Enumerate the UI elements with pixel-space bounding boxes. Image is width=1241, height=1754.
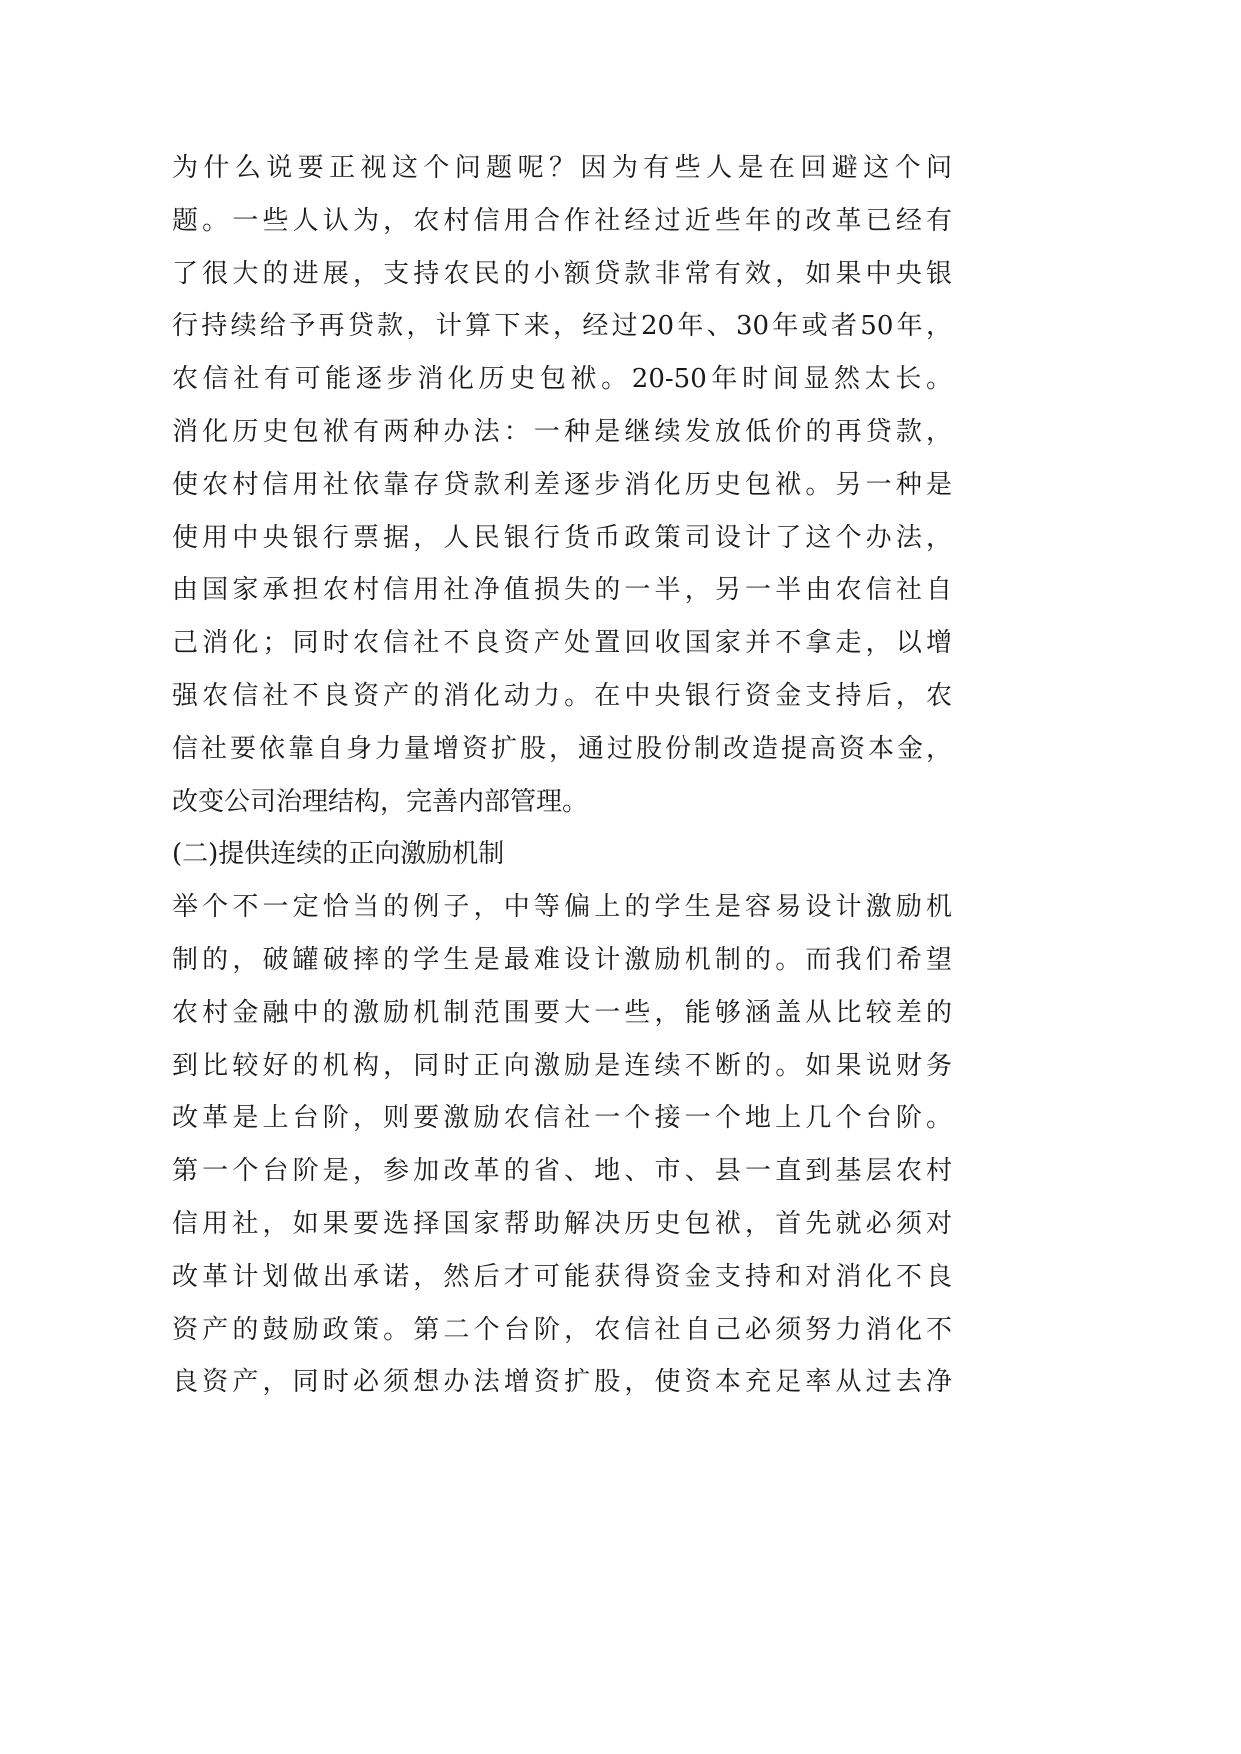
- text-line: 行持续给予再贷款，计算下来，经过20年、30年或者50年，: [172, 311, 952, 342]
- text-line: 改革计划做出承诺，然后才可能获得资金支持和对消化不良: [172, 1261, 952, 1292]
- paragraph-end-line: 改变公司治理结构，完善内部管理。: [172, 786, 589, 817]
- text-line: 举个不一定恰当的例子，中等偏上的学生是容易设计激励机: [172, 892, 952, 923]
- text-line: 农信社有可能逐步消化历史包袱。20-50年时间显然太长。: [172, 364, 952, 395]
- text-line: 由国家承担农村信用社净值损失的一半，另一半由农信社自: [172, 575, 952, 606]
- text-line: 第一个台阶是，参加改革的省、地、市、县一直到基层农村: [172, 1156, 952, 1187]
- text-line: 了很大的进展，支持农民的小额贷款非常有效，如果中央银: [172, 258, 952, 289]
- text-line: 使用中央银行票据，人民银行货币政策司设计了这个办法，: [172, 522, 952, 553]
- text-line: 良资产，同时必须想办法增资扩股，使资本充足率从过去净: [172, 1367, 952, 1398]
- text-line: 信社要依靠自身力量增资扩股，通过股份制改造提高资本金，: [172, 733, 952, 764]
- text-line: 己消化；同时农信社不良资产处置回收国家并不拿走，以增: [172, 628, 952, 659]
- text-line: 资产的鼓励政策。第二个台阶，农信社自己必须努力消化不: [172, 1314, 952, 1345]
- text-line: 改革是上台阶，则要激励农信社一个接一个地上几个台阶。: [172, 1103, 952, 1134]
- section-heading: (二)提供连续的正向激励机制: [172, 839, 505, 870]
- text-line: 强农信社不良资产的消化动力。在中央银行资金支持后，农: [172, 680, 952, 711]
- text-line: 信用社，如果要选择国家帮助解决历史包袱，首先就必须对: [172, 1208, 952, 1239]
- text-line: 制的，破罐破摔的学生是最难设计激励机制的。而我们希望: [172, 944, 952, 975]
- text-line: 题。一些人认为，农村信用合作社经过近些年的改革已经有: [172, 205, 952, 236]
- text-line: 到比较好的机构，同时正向激励是连续不断的。如果说财务: [172, 1050, 952, 1081]
- text-line: 为什么说要正视这个问题呢？因为有些人是在回避这个问: [172, 153, 952, 183]
- text-line: 消化历史包袱有两种办法：一种是继续发放低价的再贷款，: [172, 416, 952, 447]
- body-text: [172, 142, 952, 1409]
- text-line: 农村金融中的激励机制范围要大一些，能够涵盖从比较差的: [172, 997, 952, 1028]
- text-line: 使农村信用社依靠存贷款利差逐步消化历史包袱。另一种是: [172, 469, 952, 500]
